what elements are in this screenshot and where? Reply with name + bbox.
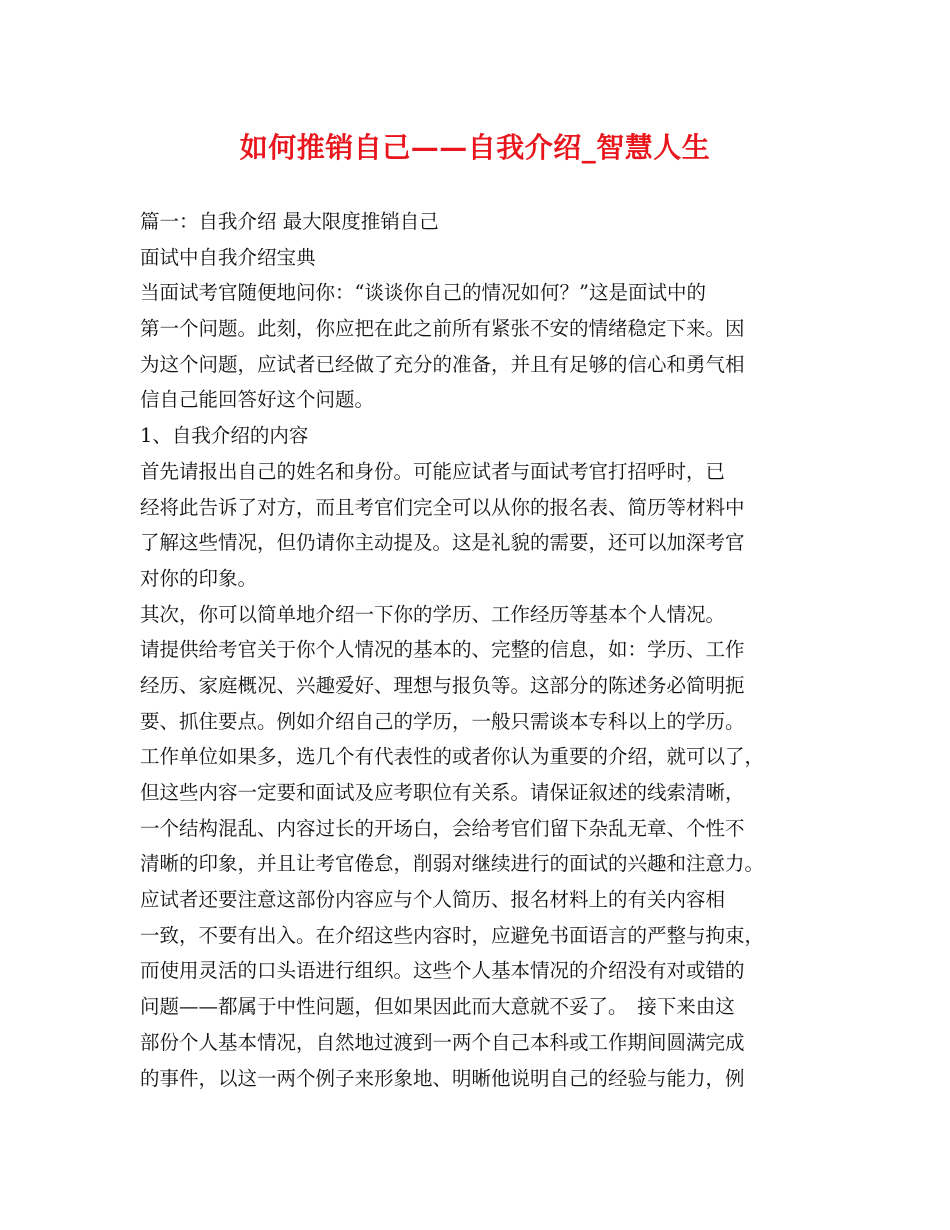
text-line: 首先请报出自己的姓名和身份。可能应试者与面试考官打招呼时，已 xyxy=(140,459,726,483)
text-line: 部份个人基本情况，自然地过渡到一两个自己本科或工作期间圆满完成 xyxy=(140,1030,745,1054)
text-line: 篇一：自我介绍 最大限度推销自己 xyxy=(140,210,439,233)
text-line: 清晰的印象，并且让考官倦怠，削弱对继续进行的面试的兴趣和注意力。 xyxy=(140,852,765,876)
text-line: 为这个问题，应试者已经做了充分的准备，并且有足够的信心和勇气相 xyxy=(140,352,745,376)
text-line: 当面试考官随便地问你：“谈谈你自己的情况如何？”这是面试中的 xyxy=(140,281,706,305)
text-line: 而使用灵活的口头语进行组织。这些个人基本情况的介绍没有对或错的 xyxy=(140,959,745,983)
text-line: 但这些内容一定要和面试及应考职位有关系。请保证叙述的线索清晰， xyxy=(140,781,745,804)
text-line: 一个结构混乱、内容过长的开场白，会给考官们留下杂乱无章、个性不 xyxy=(140,816,745,840)
text-line: 请提供给考官关于你个人情况的基本的、完整的信息，如：学历、工作 xyxy=(140,638,745,662)
text-line: 信自己能回答好这个问题。 xyxy=(140,388,375,412)
text-line: 1、自我介绍的内容 xyxy=(140,424,309,448)
text-line: 其次，你可以简单地介绍一下你的学历、工作经历等基本个人情况。 xyxy=(140,602,726,626)
text-line: 应试者还要注意这部份内容应与个人简历、报名材料上的有关内容相 xyxy=(140,888,726,912)
text-line: 面试中自我介绍宝典 xyxy=(140,245,316,269)
document-body xyxy=(140,204,816,1096)
text-line: 经历、家庭概况、兴趣爱好、理想与报负等。这部分的陈述务必简明扼 xyxy=(140,673,745,697)
document-title: 如何推销自己——自我介绍_智慧人生 xyxy=(239,131,711,164)
text-line: 经将此告诉了对方，而且考官们完全可以从你的报名表、简历等材料中 xyxy=(140,495,745,519)
text-line: 第一个问题。此刻，你应把在此之前所有紧张不安的情绪稳定下来。因 xyxy=(140,317,745,341)
text-line: 了解这些情况，但仍请你主动提及。这是礼貌的需要，还可以加深考官 xyxy=(140,531,745,555)
text-line: 一致，不要有出入。在介绍这些内容时，应避免书面语言的严整与拘束， xyxy=(140,923,765,947)
text-line: 问题——都属于中性问题，但如果因此而大意就不妥了。 接下来由这 xyxy=(140,995,735,1019)
text-line: 的事件，以这一两个例子来形象地、明晰他说明自己的经验与能力，例 xyxy=(140,1066,745,1090)
text-line: 要、抓住要点。例如介绍自己的学历，一般只需谈本专科以上的学历。 xyxy=(140,709,745,733)
text-line: 工作单位如果多，选几个有代表性的或者你认为重要的介绍，就可以了， xyxy=(140,745,765,769)
text-line: 对你的印象。 xyxy=(140,566,258,590)
